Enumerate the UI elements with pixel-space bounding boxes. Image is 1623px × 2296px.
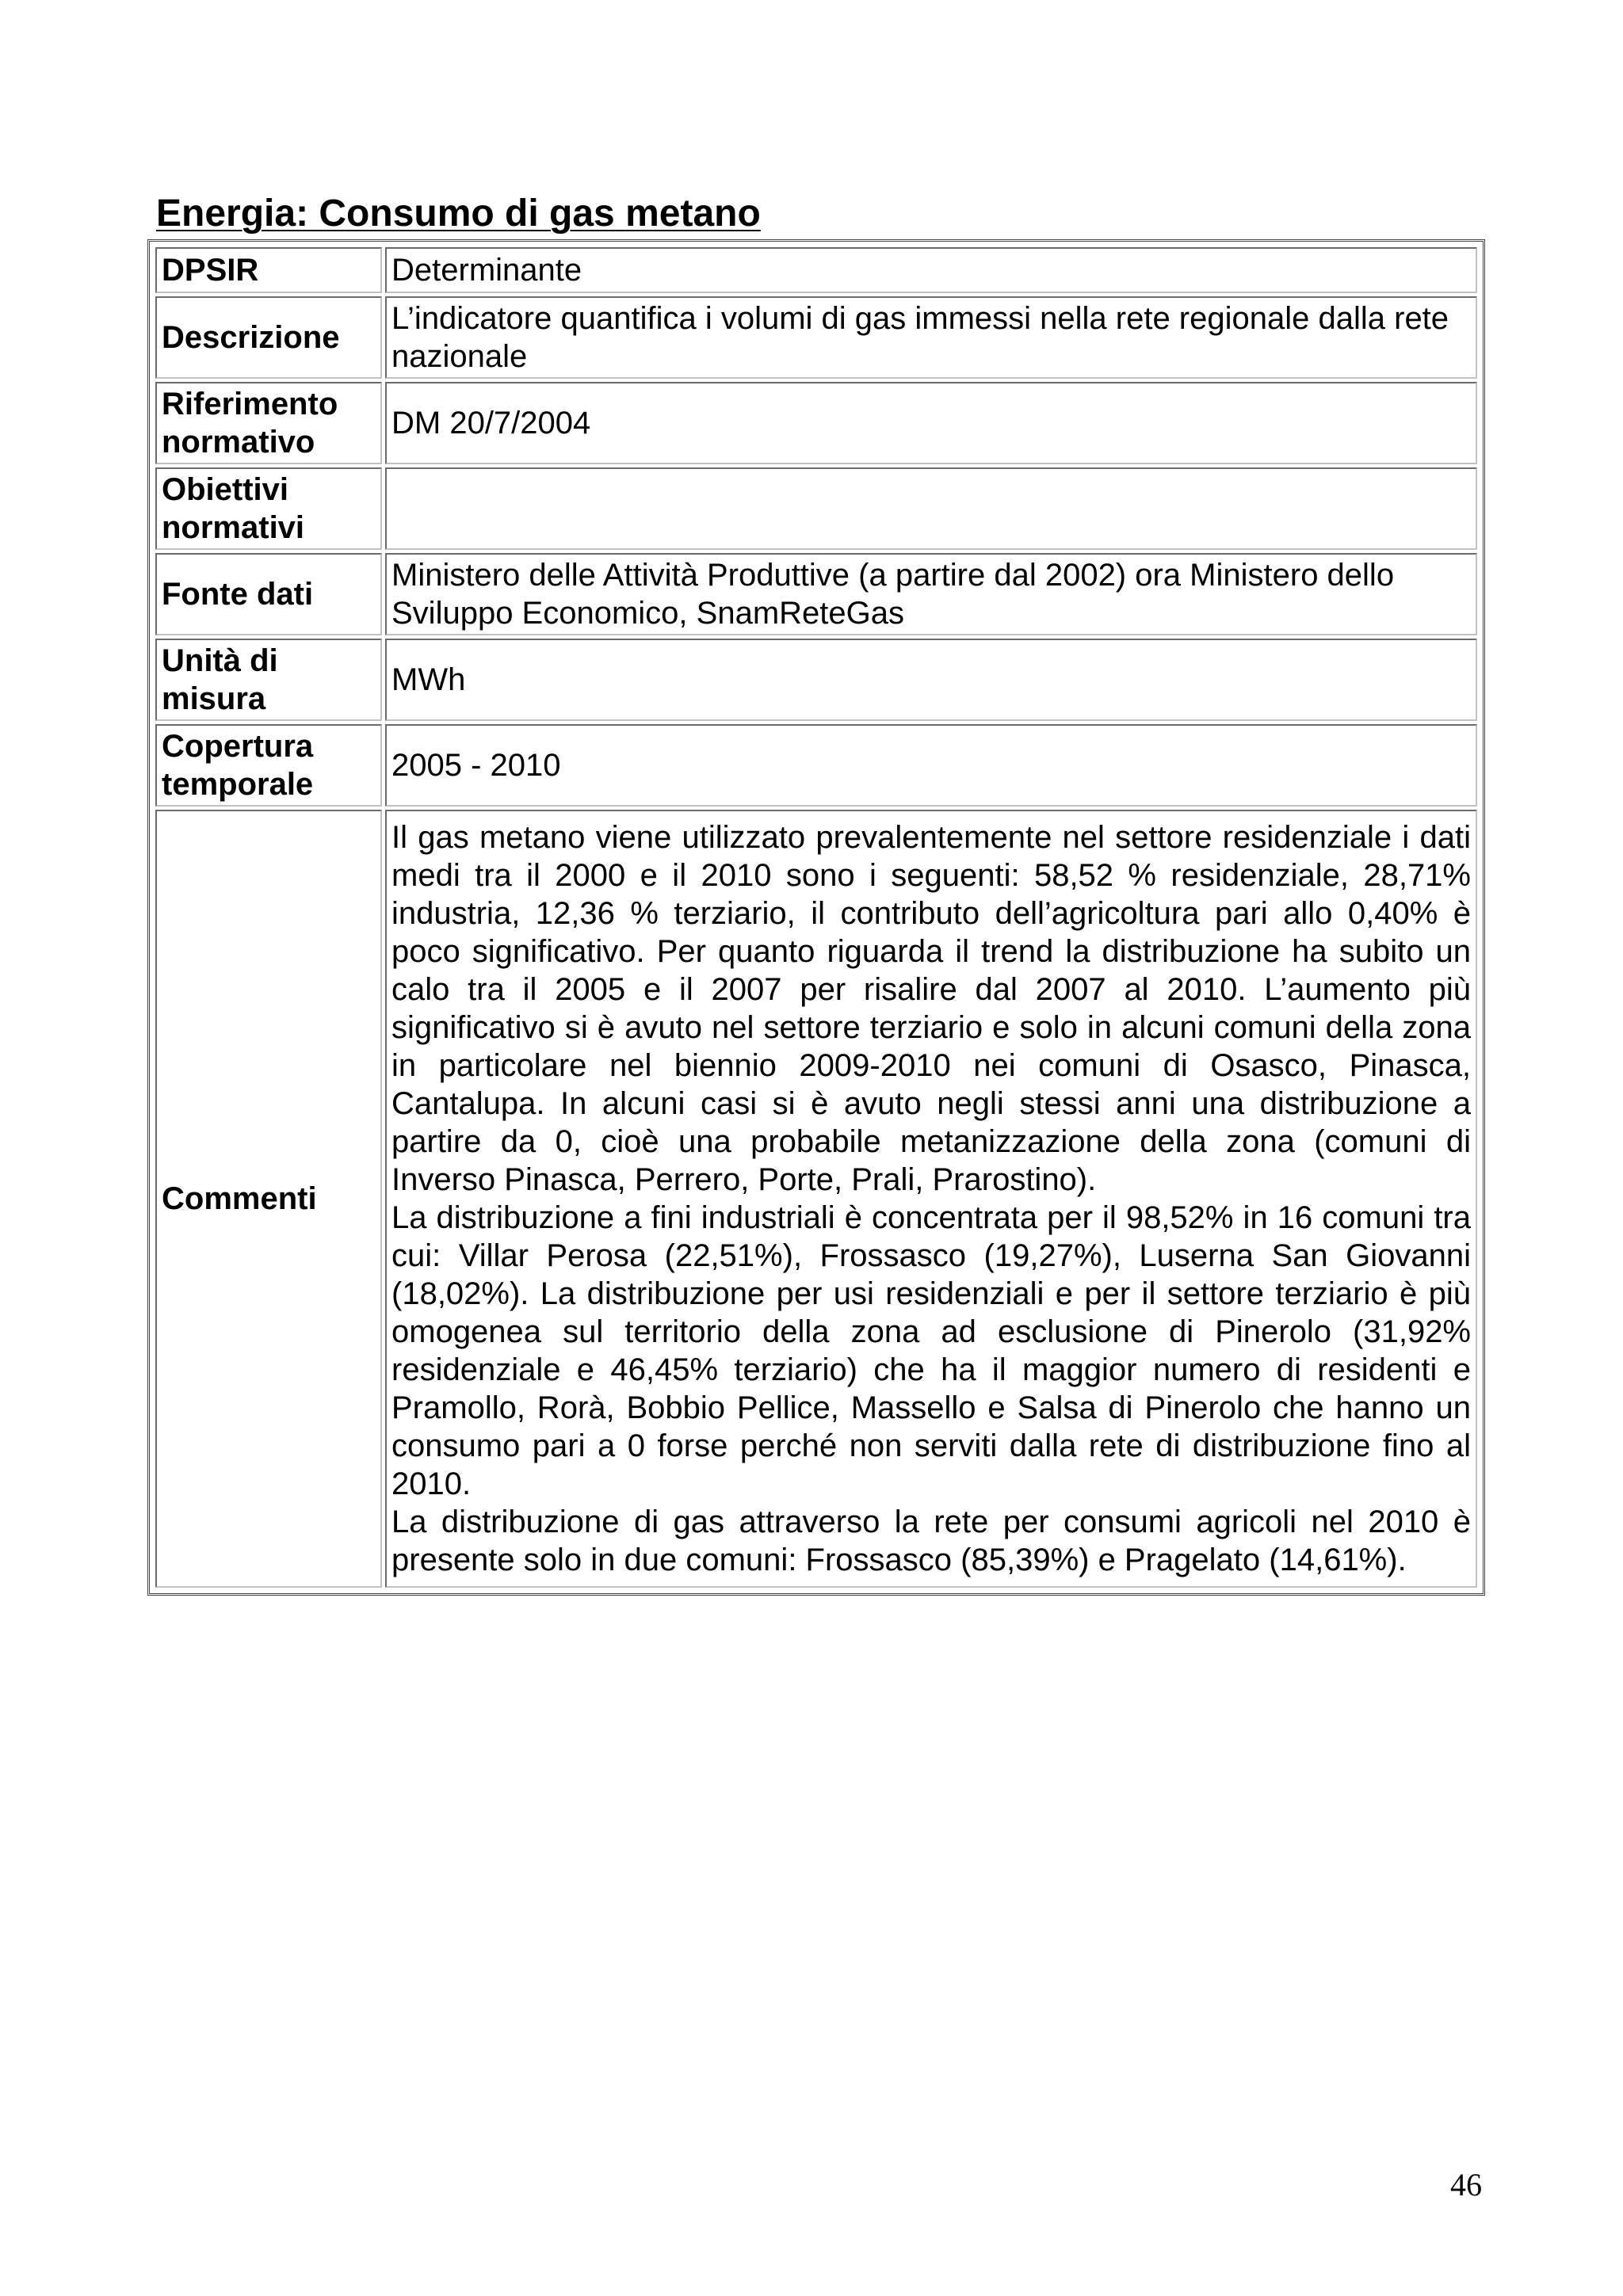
- table-row-unita-di-misura: [155, 639, 1477, 721]
- table-row-riferimento-normativo: [155, 382, 1477, 464]
- row-value-unita-di-misura: MWh: [385, 639, 1477, 721]
- row-value-obiettivi-normativi: [385, 467, 1477, 550]
- page-title: Energia: Consumo di gas metano: [156, 193, 761, 235]
- row-value-dpsir: Determinante: [385, 247, 1477, 293]
- row-label-riferimento-normativo: Riferimento normativo: [155, 382, 382, 464]
- row-value-riferimento-normativo: DM 20/7/2004: [385, 382, 1477, 464]
- row-value-commenti: [385, 810, 1477, 1588]
- row-value-copertura-temporale: 2005 - 2010: [385, 724, 1477, 807]
- table-row-obiettivi-normativi: [155, 467, 1477, 550]
- row-value-descrizione: L’indicatore quantifica i volumi di gas immessi nella rete regionale dalla rete nazionale: [385, 296, 1477, 379]
- table-row-dpsir: [155, 247, 1477, 293]
- row-label-dpsir: DPSIR: [155, 247, 382, 293]
- row-label-obiettivi-normativi: Obiettivi normativi: [155, 467, 382, 550]
- table-row-fonte-dati: [155, 553, 1477, 635]
- row-label-fonte-dati: Fonte dati: [155, 553, 382, 635]
- comment-paragraph: La distribuzione di gas attraverso la rete per consumi agricoli nel 2010 è presente solo in due comuni: Frossasco (85,39%) e Pragelato (14,61%).: [391, 1505, 1471, 1577]
- indicator-table: [152, 244, 1480, 1591]
- row-label-copertura-temporale: Copertura temporale: [155, 724, 382, 807]
- row-label-unita-di-misura: Unità di misura: [155, 639, 382, 721]
- indicator-sheet: [147, 239, 1485, 1596]
- row-label-commenti: Commenti: [155, 810, 382, 1588]
- table-row-commenti: [155, 810, 1477, 1588]
- row-value-fonte-dati: Ministero delle Attività Produttive (a partire dal 2002) ora Ministero dello Sviluppo Economico, SnamReteGas: [385, 553, 1477, 635]
- page-number: 46: [1450, 2167, 1482, 2203]
- table-row-descrizione: [155, 296, 1477, 379]
- comment-paragraph: La distribuzione a fini industriali è concentrata per il 98,52% in 16 comuni tra cui: Villar Perosa (22,51%), Frossasco (19,27%), Luserna San Giovanni (18,02%). La distribuzione per usi residenziali e per il settore terziario è più omogenea sul territorio della zona ad esclusione di Pinerolo (31,92% residenziale e 46,45% terziario) che ha il maggior numero di residenti e Pramollo, Rorà, Bobbio Pellice, Massello e Salsa di Pinerolo che hanno un consumo pari a 0 forse perché non serviti dalla rete di distribuzione fino al 2010.: [391, 1200, 1471, 1501]
- table-row-copertura-temporale: [155, 724, 1477, 807]
- row-label-descrizione: Descrizione: [155, 296, 382, 379]
- comment-paragraph: Il gas metano viene utilizzato prevalentemente nel settore residenziale i dati medi tra il 2000 e il 2010 sono i seguenti: 58,52 % residenziale, 28,71% industria, 12,36 % terziario, il contributo dell’agricoltura pari allo 0,40% è poco significativo. Per quanto riguarda il trend la distribuzione ha subito un calo tra il 2005 e il 2007 per risalire dal 2007 al 2010. L’aumento più significativo si è avuto nel settore terziario e solo in alcuni comuni della zona in particolare nel biennio 2009-2010 nei comuni di Osasco, Pinasca, Cantalupa. In alcuni casi si è avuto negli stessi anni una distribuzione a partire da 0, cioè una probabile metanizzazione della zona (comuni di Inverso Pinasca, Perrero, Porte, Prali, Prarostino).: [391, 820, 1471, 1197]
